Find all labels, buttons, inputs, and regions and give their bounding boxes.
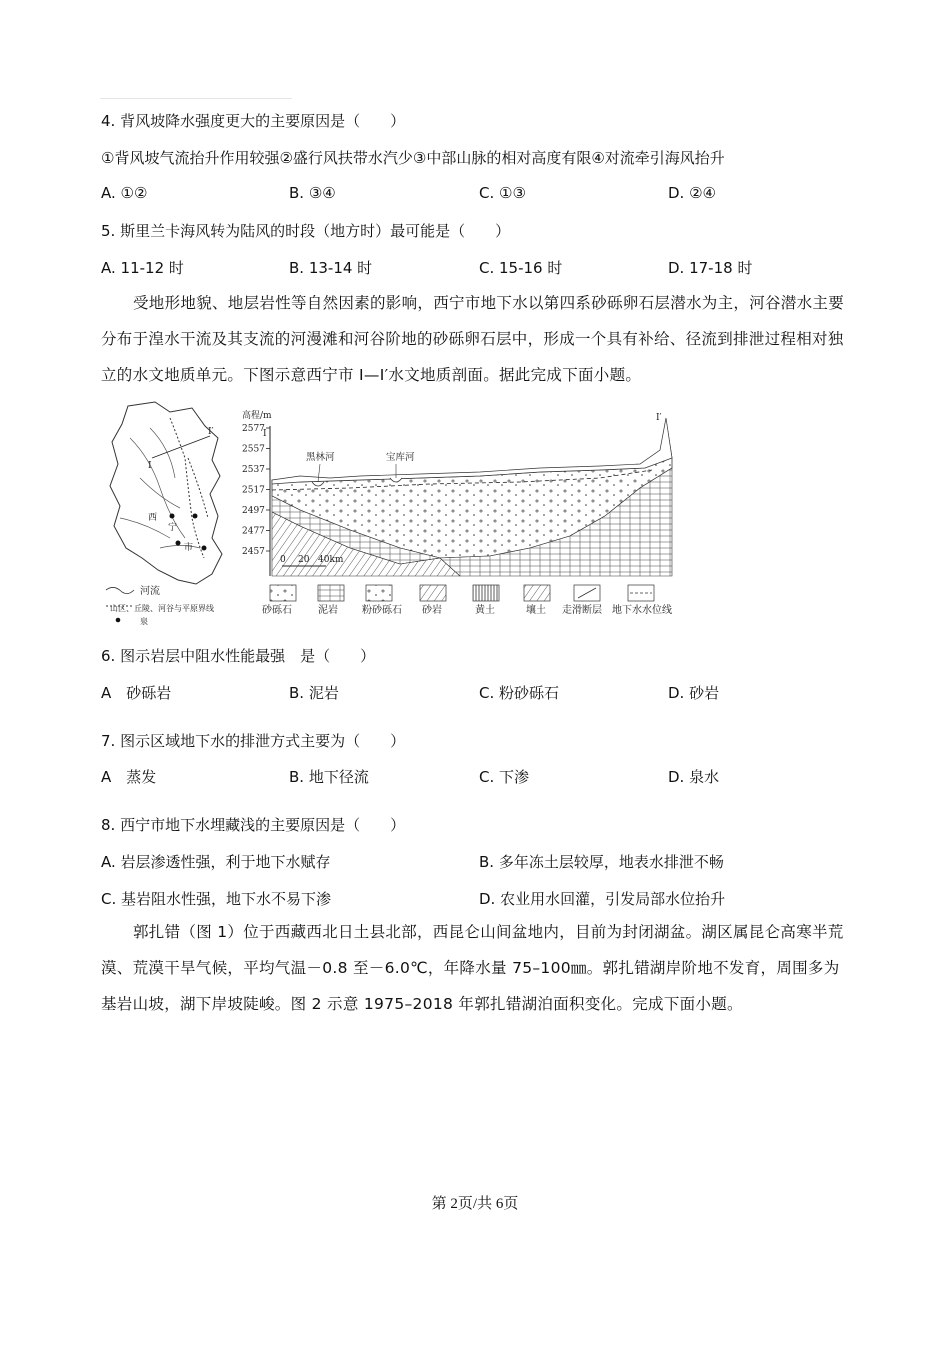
q6-option-d: D. 砂岩 bbox=[668, 684, 720, 702]
q4-option-a: A. ①② bbox=[101, 184, 148, 202]
axis-title: 高程/m bbox=[242, 411, 272, 421]
q4-option-b: B. ③④ bbox=[289, 184, 336, 202]
map-label-shi: 市 bbox=[184, 543, 194, 553]
q7-stem: 7. 图示区域地下水的排泄方式主要为（ ） bbox=[101, 732, 406, 750]
q8-stem: 8. 西宁市地下水埋藏浅的主要原因是（ ） bbox=[101, 816, 406, 834]
scale-20: 20 bbox=[298, 555, 310, 565]
river-baoku: 宝库河 bbox=[386, 452, 415, 463]
legend-gravel: 砂砾石 bbox=[262, 605, 292, 616]
legend-water-table: 地下水水位线 bbox=[612, 605, 672, 616]
q5-stem: 5. 斯里兰卡海风转为陆风的时段（地方时）最可能是（ ） bbox=[101, 222, 511, 240]
section-end-label: I′ bbox=[656, 413, 662, 423]
legend-loam: 壤土 bbox=[526, 605, 546, 616]
map-legend-spring: 泉 bbox=[140, 617, 148, 626]
q5-option-a: A. 11-12 时 bbox=[101, 259, 184, 277]
q8-option-b: B. 多年冻土层较厚，地表水排泄不畅 bbox=[479, 853, 724, 871]
section-start-label: I bbox=[263, 429, 267, 439]
scale-0: 0 bbox=[280, 555, 286, 565]
scale-40km: 40km bbox=[318, 555, 344, 565]
q5-option-d: D. 17-18 时 bbox=[668, 259, 753, 277]
q6-option-b: B. 泥岩 bbox=[289, 684, 339, 702]
page-footer: 第 2页/共 6页 bbox=[431, 1196, 519, 1212]
location-map bbox=[106, 402, 222, 626]
q7-option-b: B. 地下径流 bbox=[289, 768, 369, 786]
legend-silty-gravel: 粉砂砾石 bbox=[362, 605, 402, 616]
elevation-label-2517: 2517 bbox=[242, 485, 265, 496]
legend-sandstone: 砂岩 bbox=[422, 605, 442, 616]
q4-option-d: D. ②④ bbox=[668, 184, 716, 202]
q8-option-d: D. 农业用水回灌，引发局部水位抬升 bbox=[479, 890, 726, 908]
river-heilin: 黑林河 bbox=[306, 452, 335, 463]
map-label-ning: 宁 bbox=[168, 523, 178, 533]
hydrogeology-svg bbox=[100, 398, 680, 630]
legend bbox=[262, 585, 672, 616]
q8-option-a: A. 岩层渗透性强，利于地下水赋存 bbox=[101, 853, 331, 871]
q8-option-c: C. 基岩阻水性强，地下水不易下渗 bbox=[101, 890, 332, 908]
elevation-label-2537: 2537 bbox=[242, 465, 265, 475]
map-legend-boundary: 山区、丘陵、河谷与平原界线 bbox=[110, 604, 214, 613]
q7-option-d: D. 泉水 bbox=[668, 768, 720, 786]
header-rule bbox=[100, 98, 292, 99]
map-label-i-prime: I′ bbox=[208, 427, 214, 437]
q6-stem: 6. 图示岩层中阻水性能最强 是（ ） bbox=[101, 647, 376, 665]
q4-statements: ①背风坡气流抬升作用较强②盛行风扶带水汽少③中部山脉的相对高度有限④对流牵引海风抬升 bbox=[101, 149, 725, 167]
map-label-xi: 西 bbox=[148, 513, 158, 523]
cross-section bbox=[242, 409, 672, 576]
elevation-label-2457: 2457 bbox=[242, 547, 265, 557]
q4-option-c: C. ①③ bbox=[479, 184, 526, 202]
map-label-i: I bbox=[148, 461, 152, 471]
legend-fault: 走滑断层 bbox=[562, 605, 602, 616]
legend-loess: 黄土 bbox=[475, 605, 495, 616]
elevation-label-2477: 2477 bbox=[242, 526, 265, 537]
elevation-label-2557: 2557 bbox=[242, 444, 265, 455]
map-legend-river: 河流 bbox=[140, 586, 160, 597]
hydrogeology-figure bbox=[100, 398, 680, 630]
q5-option-b: B. 13-14 时 bbox=[289, 259, 373, 277]
q7-option-a: A 蒸发 bbox=[101, 768, 157, 786]
q6-option-a: A 砂砾岩 bbox=[101, 684, 172, 702]
elevation-label-2497: 2497 bbox=[242, 506, 265, 516]
passage-xining: 受地形地貌、地层岩性等自然因素的影响，西宁市地下水以第四系砂砾卵石层潜水为主，河谷潜水主要分布于湟水干流及其支流的河漫滩和河谷阶地的砂砾卵石层中，形成一个具有补给、径流到排泄过程相对独立的水文地质单元。下图示意西宁市 I—I′水文地质剖面。据此完成下面小题。 bbox=[101, 294, 845, 384]
q4-stem: 4. 背风坡降水强度更大的主要原因是（ ） bbox=[101, 112, 406, 130]
q7-option-c: C. 下渗 bbox=[479, 768, 530, 786]
passage-guozhacuo: 郭扎错（图 1）位于西藏西北日土县北部，西昆仑山间盆地内，目前为封闭湖盆。湖区属昆仑高寒半荒漠、荒漠干旱气候，平均气温－0.8 至－6.0℃，年降水量 75–100㎜。郭扎错湖岸阶地不发育，周围多为基岩山坡，湖下岸坡陡峻。图 2 示意 1975–2018 年郭扎错湖泊面积变化。完成下面小题。 bbox=[101, 923, 844, 1013]
elevation-label-2577: 2577 bbox=[242, 424, 265, 434]
q6-option-c: C. 粉砂砾石 bbox=[479, 684, 560, 702]
q5-option-c: C. 15-16 时 bbox=[479, 259, 563, 277]
legend-mudstone: 泥岩 bbox=[318, 605, 338, 616]
